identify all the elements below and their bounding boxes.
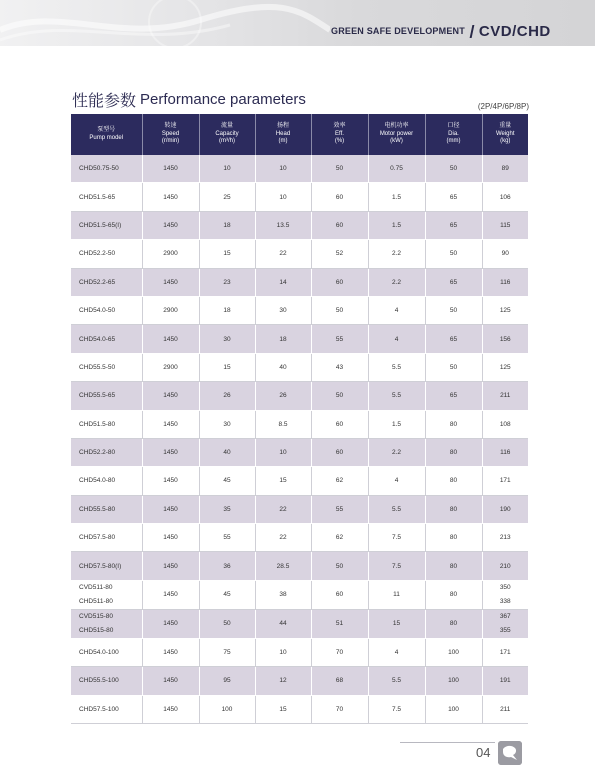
table-row — [71, 495, 528, 523]
table-row — [71, 580, 528, 609]
cell-eff: 60 — [311, 410, 368, 438]
cell-weight-line: 350 — [499, 583, 511, 591]
cell-speed: 1450 — [142, 438, 199, 466]
cell-dia: 65 — [425, 268, 482, 296]
cell-capacity: 35 — [199, 495, 255, 523]
column-header-power — [368, 114, 425, 155]
cell-eff: 62 — [311, 524, 368, 552]
column-header-en: Dia. — [448, 130, 459, 137]
cell-capacity: 15 — [199, 353, 255, 381]
cell-model: CHD54.0-50 — [71, 296, 142, 324]
cell-head: 10 — [255, 183, 311, 211]
cell-capacity: 18 — [199, 211, 255, 239]
cell-speed: 1450 — [142, 325, 199, 353]
table-row — [71, 638, 528, 666]
cell-weight: 108 — [482, 410, 528, 438]
cell-capacity: 55 — [199, 524, 255, 552]
cell-power: 11 — [368, 580, 425, 609]
column-header-unit: (kW) — [390, 138, 403, 145]
column-header-model — [71, 114, 142, 155]
column-header-en: Motor power — [379, 130, 414, 137]
cell-power: 15 — [368, 609, 425, 638]
cell-power: 2.2 — [368, 240, 425, 268]
cell-power: 2.2 — [368, 268, 425, 296]
cell-weight: 210 — [482, 552, 528, 580]
page-title-en: Performance parameters — [140, 90, 306, 108]
cell-eff: 60 — [311, 580, 368, 609]
cell-speed: 1450 — [142, 580, 199, 609]
cell-head: 15 — [255, 467, 311, 495]
cell-speed: 1450 — [142, 552, 199, 580]
cell-dia: 80 — [425, 495, 482, 523]
cell-capacity: 95 — [199, 667, 255, 695]
table-row — [71, 240, 528, 268]
table-row — [71, 353, 528, 381]
cell-speed: 1450 — [142, 495, 199, 523]
cell-speed: 1450 — [142, 467, 199, 495]
cell-speed: 1450 — [142, 695, 199, 723]
cell-dia: 50 — [425, 296, 482, 324]
cell-power: 1.5 — [368, 211, 425, 239]
cell-power: 5.5 — [368, 495, 425, 523]
cell-dia: 100 — [425, 695, 482, 723]
cell-head: 12 — [255, 667, 311, 695]
cell-dia: 80 — [425, 438, 482, 466]
cell-capacity: 30 — [199, 325, 255, 353]
cell-power: 5.5 — [368, 667, 425, 695]
cell-eff: 60 — [311, 438, 368, 466]
cell-eff: 51 — [311, 609, 368, 638]
cell-eff: 52 — [311, 240, 368, 268]
cell-weight: 213 — [482, 524, 528, 552]
column-header-en: Speed — [161, 130, 180, 137]
cell-model: CHD57.5-100 — [71, 695, 142, 723]
brand-lockup — [331, 21, 551, 41]
cell-head: 22 — [255, 495, 311, 523]
column-header-cn: 流量 — [220, 123, 233, 130]
cell-weight-line: 367 — [499, 612, 511, 620]
cell-model: CHD55.5-50 — [71, 353, 142, 381]
table-row — [71, 211, 528, 239]
cell-model: CHD57.5-80(I) — [71, 552, 142, 580]
cell-weight: 90 — [482, 240, 528, 268]
cell-speed: 1450 — [142, 667, 199, 695]
cell-capacity: 100 — [199, 695, 255, 723]
column-header-en: Pump model — [89, 134, 124, 141]
cell-weight: 156 — [482, 325, 528, 353]
cell-head: 8.5 — [255, 410, 311, 438]
column-header-capacity — [199, 114, 255, 155]
table-row — [71, 325, 528, 353]
cell-dia: 50 — [425, 240, 482, 268]
cell-model: CHD52.2-50 — [71, 240, 142, 268]
cell-eff: 62 — [311, 467, 368, 495]
cell-weight-line: 355 — [499, 626, 511, 634]
cell-model: CHD54.0-100 — [71, 638, 142, 666]
cell-head: 15 — [255, 695, 311, 723]
footer-divider — [400, 742, 495, 743]
company-logo-icon — [498, 741, 522, 765]
column-header-cn: 效率 — [333, 123, 346, 130]
cell-dia: 50 — [425, 353, 482, 381]
table-row — [71, 467, 528, 495]
table-row — [71, 268, 528, 296]
cell-dia: 80 — [425, 467, 482, 495]
cell-model: CHD50.75-50 — [71, 155, 142, 183]
cell-head: 44 — [255, 609, 311, 638]
header-banner — [0, 0, 595, 46]
cell-head: 18 — [255, 325, 311, 353]
cell-power: 7.5 — [368, 524, 425, 552]
cell-capacity: 30 — [199, 410, 255, 438]
cell-capacity: 75 — [199, 638, 255, 666]
cell-model: CHD55.5-80 — [71, 495, 142, 523]
cell-eff: 50 — [311, 296, 368, 324]
cell-capacity: 25 — [199, 183, 255, 211]
cell-model: CHD52.2-80 — [71, 438, 142, 466]
cell-eff: 55 — [311, 325, 368, 353]
cell-model — [71, 580, 142, 609]
cell-head: 28.5 — [255, 552, 311, 580]
cell-dia: 80 — [425, 410, 482, 438]
cell-capacity: 15 — [199, 240, 255, 268]
cell-eff: 43 — [311, 353, 368, 381]
column-header-unit: (kg) — [500, 138, 511, 145]
column-header-en: Eff. — [335, 130, 344, 137]
table-row — [71, 438, 528, 466]
column-header-dia — [425, 114, 482, 155]
cell-model: CHD55.5-65 — [71, 382, 142, 410]
table-row — [71, 609, 528, 638]
cell-capacity: 23 — [199, 268, 255, 296]
column-header-cn: 口径 — [447, 123, 460, 130]
cell-weight: 211 — [482, 695, 528, 723]
cell-eff: 50 — [311, 155, 368, 183]
table-row — [71, 155, 528, 183]
cell-eff: 60 — [311, 183, 368, 211]
swirl-decoration-icon — [0, 0, 330, 46]
cell-eff: 50 — [311, 552, 368, 580]
table-row — [71, 410, 528, 438]
column-header-unit: (m³/h) — [219, 138, 235, 145]
cell-speed: 1450 — [142, 183, 199, 211]
cell-head: 10 — [255, 638, 311, 666]
cell-power: 1.5 — [368, 183, 425, 211]
cell-weight: 211 — [482, 382, 528, 410]
cell-capacity: 45 — [199, 467, 255, 495]
cell-head: 10 — [255, 438, 311, 466]
column-header-en: Weight — [495, 130, 515, 137]
cell-weight: 89 — [482, 155, 528, 183]
cell-model-line: CVD515-80 — [79, 612, 113, 620]
cell-speed: 1450 — [142, 524, 199, 552]
cell-power: 7.5 — [368, 552, 425, 580]
cell-weight: 171 — [482, 467, 528, 495]
cell-head: 14 — [255, 268, 311, 296]
cell-weight — [482, 609, 528, 638]
cell-model-line: CHD515-80 — [79, 626, 114, 634]
cell-power: 4 — [368, 296, 425, 324]
table-row — [71, 296, 528, 324]
cell-weight — [482, 580, 528, 609]
page-number: 04 — [476, 745, 491, 760]
cell-speed: 1450 — [142, 609, 199, 638]
cell-speed: 2900 — [142, 296, 199, 324]
cell-head: 13.5 — [255, 211, 311, 239]
column-header-eff — [311, 114, 368, 155]
cell-weight: 190 — [482, 495, 528, 523]
cell-model: CHD54.0-80 — [71, 467, 142, 495]
cell-dia: 80 — [425, 552, 482, 580]
cell-power: 4 — [368, 467, 425, 495]
cell-capacity: 50 — [199, 609, 255, 638]
column-header-unit: (mm) — [446, 138, 461, 145]
cell-power: 0.75 — [368, 155, 425, 183]
cell-dia: 80 — [425, 580, 482, 609]
column-header-cn: 转速 — [164, 123, 177, 130]
cell-model: CHD51.5-65(I) — [71, 211, 142, 239]
cell-head: 22 — [255, 240, 311, 268]
cell-model — [71, 609, 142, 638]
brand-logo: CVD/CHD — [478, 22, 551, 40]
cell-eff: 70 — [311, 695, 368, 723]
cell-head: 26 — [255, 382, 311, 410]
cell-capacity: 10 — [199, 155, 255, 183]
column-header-cn: 电机功率 — [384, 123, 409, 130]
cell-eff: 60 — [311, 211, 368, 239]
table-row — [71, 183, 528, 211]
cell-speed: 1450 — [142, 410, 199, 438]
cell-dia: 65 — [425, 183, 482, 211]
cell-model: CHD54.0-65 — [71, 325, 142, 353]
cell-weight: 125 — [482, 296, 528, 324]
cell-speed: 1450 — [142, 638, 199, 666]
cell-model: CHD52.2-65 — [71, 268, 142, 296]
cell-head: 30 — [255, 296, 311, 324]
cell-speed: 1450 — [142, 268, 199, 296]
cell-head: 40 — [255, 353, 311, 381]
cell-capacity: 40 — [199, 438, 255, 466]
column-header-unit: (m) — [278, 138, 288, 145]
cell-capacity: 26 — [199, 382, 255, 410]
cell-weight: 125 — [482, 353, 528, 381]
cell-dia: 65 — [425, 211, 482, 239]
column-header-unit: (r/min) — [161, 138, 180, 145]
cell-weight: 115 — [482, 211, 528, 239]
page-title — [72, 88, 306, 110]
cell-weight: 116 — [482, 268, 528, 296]
pole-options: (2P/4P/6P/8P) — [477, 102, 529, 111]
cell-power: 2.2 — [368, 438, 425, 466]
table-body — [71, 155, 528, 724]
column-header-cn: 泵型号 — [97, 127, 116, 133]
column-header-en: Head — [275, 130, 291, 137]
cell-head: 10 — [255, 155, 311, 183]
cell-dia: 80 — [425, 609, 482, 638]
cell-eff: 50 — [311, 382, 368, 410]
column-header-head — [255, 114, 311, 155]
cell-speed: 2900 — [142, 353, 199, 381]
cell-weight: 171 — [482, 638, 528, 666]
cell-dia: 100 — [425, 667, 482, 695]
cell-power: 5.5 — [368, 353, 425, 381]
column-header-speed — [142, 114, 199, 155]
table-row — [71, 524, 528, 552]
table-row — [71, 552, 528, 580]
cell-speed: 2900 — [142, 240, 199, 268]
cell-weight-line: 338 — [499, 597, 511, 605]
brand-separator — [470, 25, 475, 38]
table-row — [71, 667, 528, 695]
cell-power: 1.5 — [368, 410, 425, 438]
cell-dia: 65 — [425, 325, 482, 353]
cell-eff: 70 — [311, 638, 368, 666]
column-header-unit: (%) — [334, 138, 345, 145]
cell-head: 22 — [255, 524, 311, 552]
page-title-cn: 性能参数 — [72, 90, 137, 110]
cell-model: CHD55.5-100 — [71, 667, 142, 695]
cell-capacity: 36 — [199, 552, 255, 580]
cell-power: 4 — [368, 325, 425, 353]
cell-dia: 100 — [425, 638, 482, 666]
column-header-cn: 扬程 — [276, 123, 289, 130]
cell-dia: 50 — [425, 155, 482, 183]
cell-model: CHD57.5-80 — [71, 524, 142, 552]
cell-speed: 1450 — [142, 382, 199, 410]
cell-capacity: 45 — [199, 580, 255, 609]
cell-dia: 65 — [425, 382, 482, 410]
table-row — [71, 382, 528, 410]
cell-capacity: 18 — [199, 296, 255, 324]
table-header-row — [71, 114, 528, 155]
cell-eff: 55 — [311, 495, 368, 523]
cell-power: 4 — [368, 638, 425, 666]
cell-weight: 116 — [482, 438, 528, 466]
cell-weight: 106 — [482, 183, 528, 211]
cell-power: 7.5 — [368, 695, 425, 723]
cell-model-line: CHD511-80 — [79, 597, 113, 605]
cell-eff: 60 — [311, 268, 368, 296]
performance-table — [71, 114, 528, 724]
cell-model: CHD51.5-65 — [71, 183, 142, 211]
column-header-en: Capacity — [215, 130, 239, 137]
cell-speed: 1450 — [142, 211, 199, 239]
cell-speed: 1450 — [142, 155, 199, 183]
column-header-cn: 重量 — [499, 123, 512, 130]
cell-model-line: CVD511-80 — [79, 583, 113, 591]
cell-dia: 80 — [425, 524, 482, 552]
cell-model: CHD51.5-80 — [71, 410, 142, 438]
table-row — [71, 695, 528, 723]
cell-head: 38 — [255, 580, 311, 609]
brand-tagline: GREEN SAFE DEVELOPMENT — [331, 26, 465, 36]
cell-eff: 68 — [311, 667, 368, 695]
cell-weight: 191 — [482, 667, 528, 695]
cell-power: 5.5 — [368, 382, 425, 410]
column-header-weight — [482, 114, 528, 155]
